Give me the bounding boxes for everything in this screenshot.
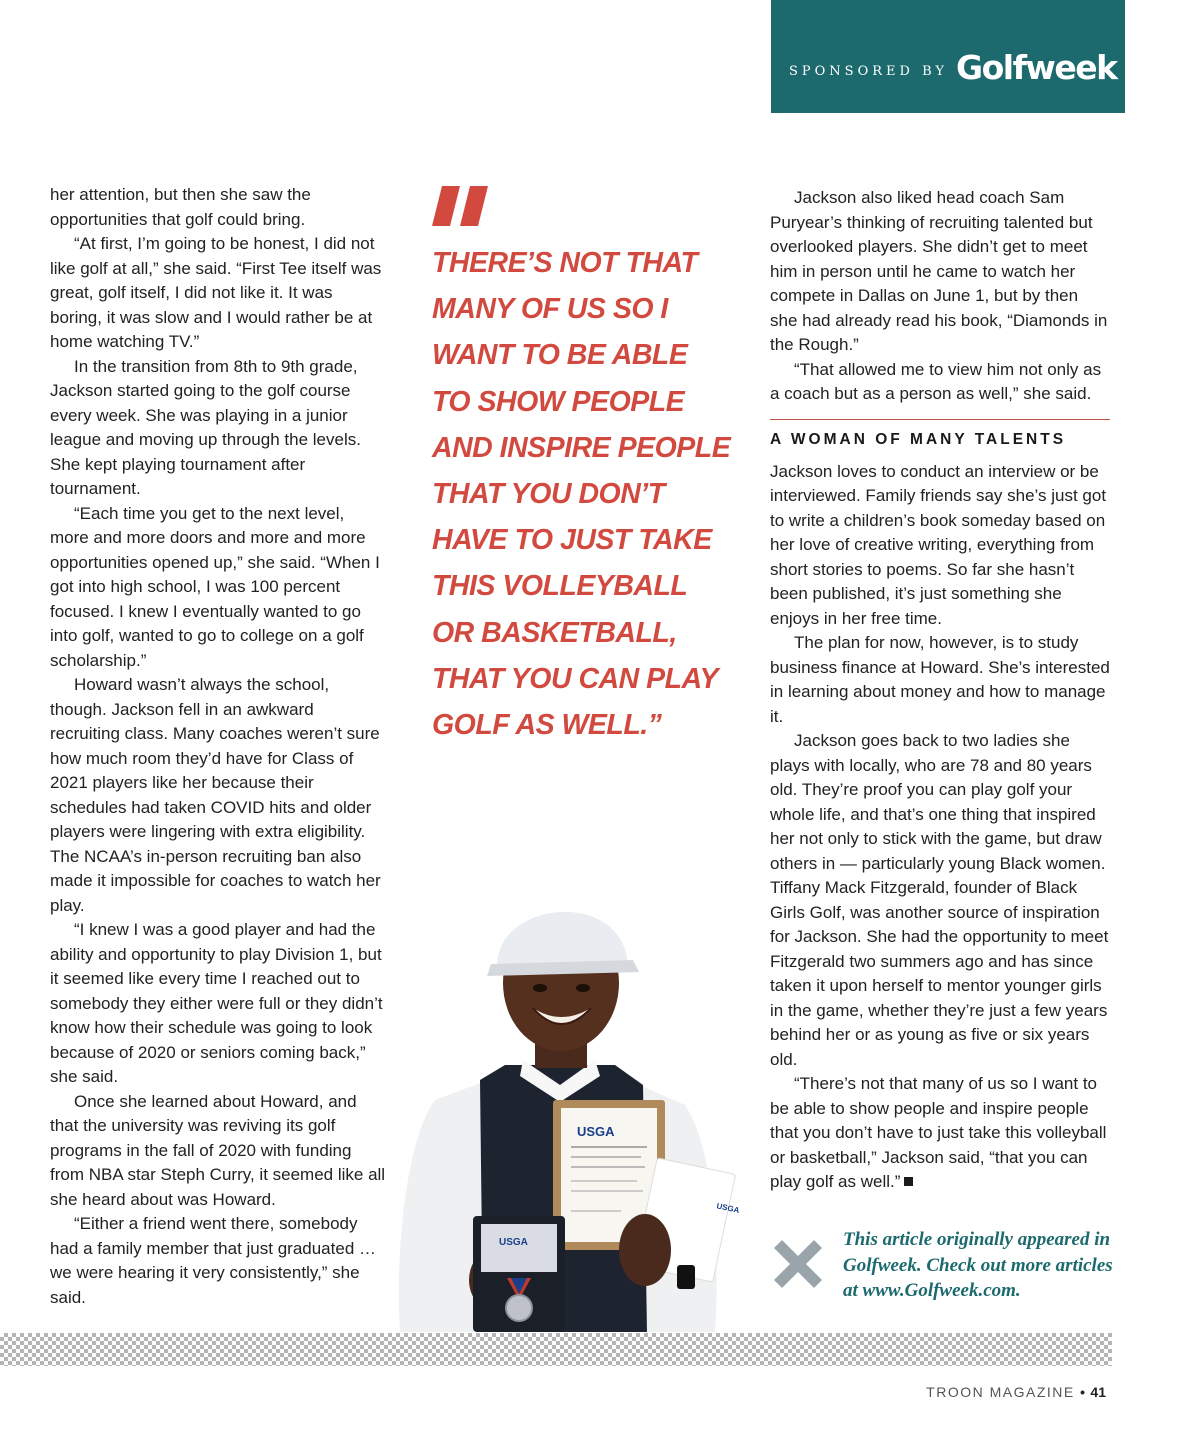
- article-column-left: [50, 183, 386, 1310]
- right-column-top: [770, 186, 1110, 407]
- article-paragraph: In the transition from 8th to 9th grade, Jackson started going to the golf course every week. She was playing in a junior league and moving up through the levels. She kept playing tournament after tournament.: [50, 356, 361, 498]
- sponsor-label: SPONSORED BY: [789, 64, 948, 79]
- article-paragraph: her attention, but then she saw the opportunities that golf could bring.: [50, 185, 311, 229]
- golfweek-logo: Golfweek: [956, 48, 1117, 87]
- section-divider: [770, 419, 1110, 420]
- box-usga-logo: USGA: [499, 1237, 528, 1248]
- article-paragraph: “There’s not that many of us so I want to be able to show people and inspire people that you don’t have to just take this volleyball or basketball,” Jackson said, “that you can play golf as well.”: [770, 1074, 1107, 1191]
- article-paragraph: The plan for now, however, is to study business finance at Howard. She’s interested in learning about money and how to manage it.: [770, 633, 1110, 726]
- player-photo: [395, 880, 741, 1332]
- article-paragraph: Once she learned about Howard, and that the university was reviving its golf programs in the fall of 2020 with funding from NBA star Steph Curry, it seemed like all she heard about was Howard.: [50, 1091, 386, 1209]
- article-paragraph: “At first, I’m going to be honest, I did not like golf at all,” she said. “First Tee itself was great, golf itself, I did not like it. It was boring, it was slow and I would rather be at home watching TV.”: [50, 234, 382, 351]
- article-paragraph: “I knew I was a good player and had the ability and opportunity to play Division 1, but it seemed like every time I reached out to somebody they either were full or they didn’t know how their schedule was going to look because of 2020 or seniors coming back,” she said.: [50, 920, 383, 1086]
- right-column-bottom: [770, 460, 1110, 1195]
- article-column-right: [770, 186, 1110, 1195]
- magazine-name: TROON MAGAZINE: [926, 1384, 1075, 1400]
- article-paragraph: “Either a friend went there, somebody had a family member that just graduated … we were hearing it very consistently,” she said.: [50, 1214, 376, 1307]
- checkered-divider: [0, 1333, 1112, 1366]
- pull-quote: THERE’S NOT THAT MANY OF US SO I WANT TO BE ABLE TO SHOW PEOPLE AND INSPIRE PEOPLE THAT YOU DON’T HAVE TO JUST TAKE THIS VOLLEYBALL OR BASKETBALL, THAT YOU CAN PLAY GOLF AS WELL.”: [432, 247, 731, 742]
- article-paragraph: Jackson loves to conduct an interview or be interviewed. Family friends say she’s just got to write a children’s book someday based on her love of creative writing, everything from short stories to poems. So far she hasn’t been published, it’s just something she enjoys in her free time.: [770, 461, 1107, 628]
- source-callout: This article originally appeared in Golfweek. Check out more articles at www.Golfweek.com.: [843, 1229, 1113, 1301]
- article-paragraph: “That allowed me to view him not only as a coach but as a person as well,” she said.: [770, 359, 1102, 403]
- page-number: 41: [1090, 1384, 1106, 1400]
- card-usga-logo: USGA: [715, 1201, 741, 1215]
- article-paragraph: Jackson goes back to two ladies she plays with locally, who are 78 and 80 years old. They’re proof you can play golf your whole life, and that’s one thing that inspired her not only to stick with the game, but draw others in — particularly young Black women. Tiffany Mack Fitzgerald, founder of Black Girls Golf, was another source of inspiration for Jackson. She had the opportunity to meet Fitzgerald two summers ago and has since taken it upon herself to mentor younger girls in the game, whether they’re just a few years behind her or as young as five or six years old.: [770, 731, 1109, 1069]
- article-paragraph: “Each time you get to the next level, more and more doors and more and more opportunities opened up,” she said. “When I got into high school, I was 100 percent focused. I knew I eventually wanted to go into golf, wanted to go to college on a golf scholarship.”: [50, 503, 380, 670]
- footer-separator: •: [1080, 1384, 1086, 1400]
- article-paragraph: Howard wasn’t always the school, though. Jackson fell in an awkward recruiting class. Many coaches weren’t sure how much room they’d have for Class of 2021 players like her because their schedules had taken COVID hits and older players were lingering with extra eligibility. The NCAA’s in-person recruiting ban also made it impossible for coaches to watch her play.: [50, 675, 381, 915]
- plaque-usga-logo: USGA: [577, 1124, 615, 1139]
- section-heading: A WOMAN OF MANY TALENTS: [770, 430, 1067, 448]
- quote-mark-icon: [432, 186, 490, 226]
- sponsor-banner: [771, 0, 1125, 113]
- x-icon: [768, 1234, 828, 1294]
- end-mark-icon: [904, 1177, 913, 1186]
- page-footer: [926, 1384, 1106, 1400]
- article-paragraph: Jackson also liked head coach Sam Puryear’s thinking of recruiting talented but overlooked players. She didn’t get to meet him in person until he came to watch her compete in Dallas on June 1, but by then she had already read his book, “Diamonds in the Rough.”: [770, 188, 1108, 354]
